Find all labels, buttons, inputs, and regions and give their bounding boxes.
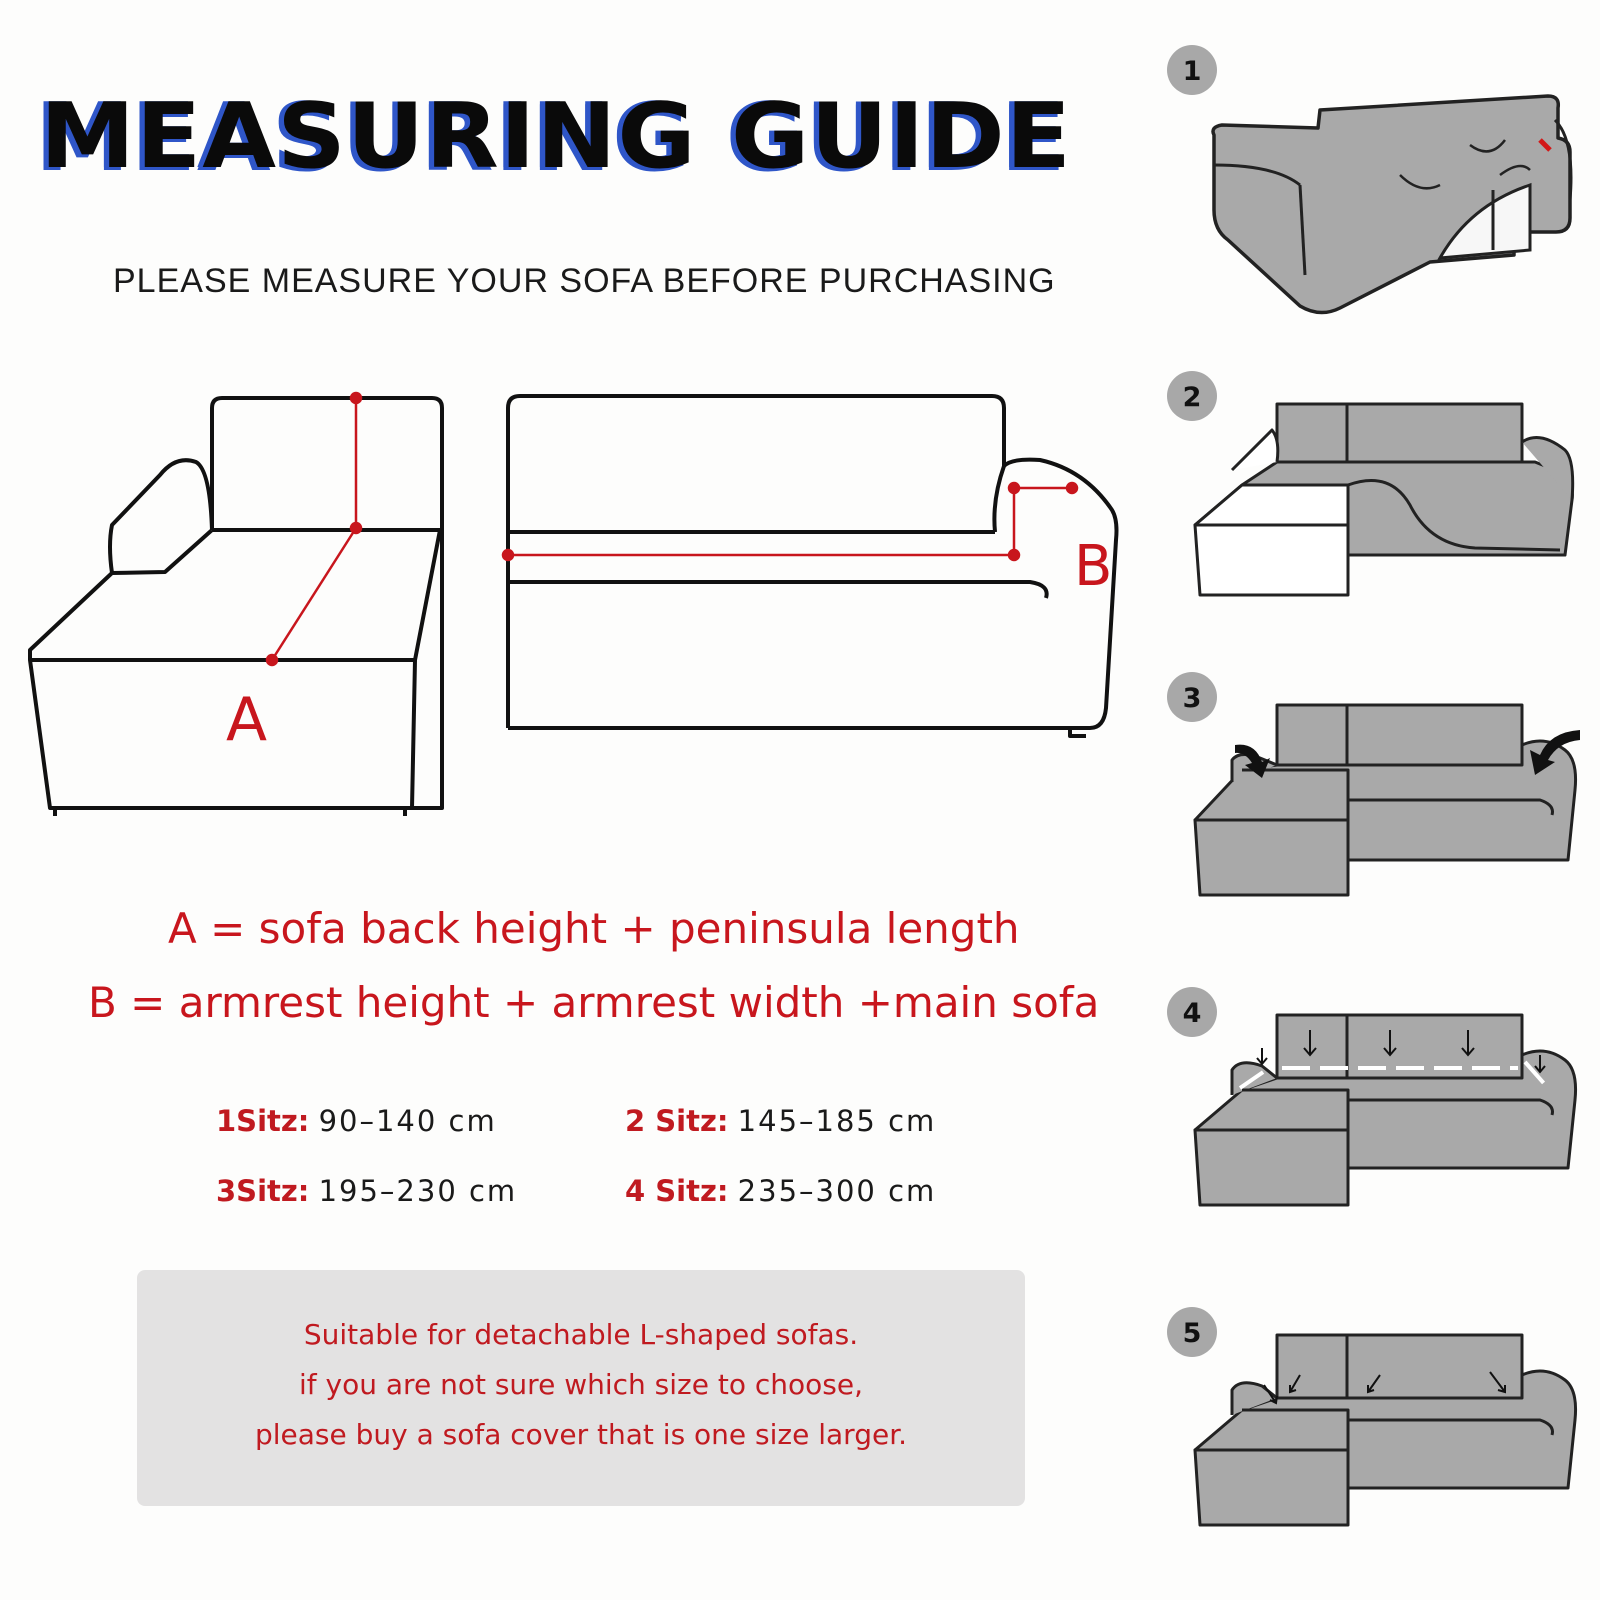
size-range: 195–230 cm (318, 1174, 518, 1208)
note-line-2: if you are not sure which size to choose, (299, 1368, 863, 1401)
label-a: A (226, 685, 268, 755)
size-label: 1Sitz: (216, 1104, 310, 1138)
step-3-illustration (1160, 670, 1580, 910)
note-box (137, 1270, 1025, 1506)
chaise-diagram (0, 380, 460, 830)
step-1-illustration (1160, 40, 1580, 320)
size-4sitz (625, 1174, 936, 1208)
sofa-diagram (490, 380, 1130, 740)
label-b: B (1074, 534, 1113, 599)
step-number: 3 (1182, 683, 1202, 714)
size-label: 2 Sitz: (625, 1104, 729, 1138)
step-number: 5 (1182, 1318, 1202, 1349)
step-2-illustration (1160, 360, 1580, 600)
note-line-1: Suitable for detachable L-shaped sofas. (303, 1318, 859, 1351)
page-title: MEASURING GUIDE (40, 84, 1072, 189)
formula-a: A = sofa back height + peninsula length (168, 904, 1020, 953)
size-range: 235–300 cm (737, 1174, 937, 1208)
step-4-illustration (1160, 980, 1580, 1220)
size-range: 90–140 cm (318, 1104, 497, 1138)
size-1sitz (216, 1104, 497, 1138)
size-3sitz (216, 1174, 517, 1208)
size-2sitz (625, 1104, 936, 1138)
step-number: 4 (1182, 998, 1202, 1029)
size-label: 4 Sitz: (625, 1174, 729, 1208)
page-subtitle: PLEASE MEASURE YOUR SOFA BEFORE PURCHASING (113, 262, 1056, 300)
step-number: 1 (1182, 56, 1202, 87)
formula-b: B = armrest height + armrest width +main sofa (88, 978, 1100, 1027)
size-label: 3Sitz: (216, 1174, 310, 1208)
size-range: 145–185 cm (737, 1104, 937, 1138)
step-5-illustration (1160, 1295, 1580, 1540)
note-line-3: please buy a sofa cover that is one size larger. (254, 1418, 908, 1451)
step-number: 2 (1182, 382, 1202, 413)
